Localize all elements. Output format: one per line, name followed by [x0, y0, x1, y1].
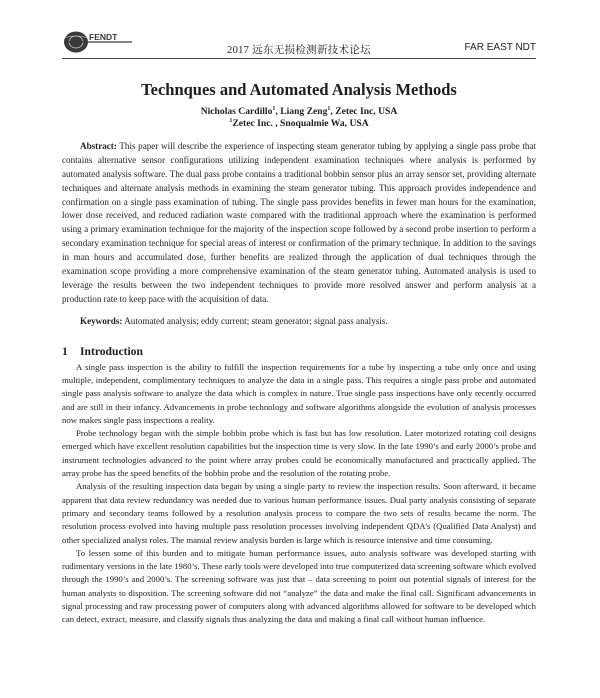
body-paragraph: A single pass inspection is the ability to fulfill the inspection requirements for a tube by inspecting a tube only once and using multiple, independent, complimentary techniques to analyze the data in a single pass. This requires a single pass probe and automated single pass analysis software to analyze the data which is complex in nature. True single pass inspections have only recently occurred and are still in their infancy. Advancements in probe technology and software algorithms alongside the evolution of analysis processes now makes single pass inspections a reality.	[62, 361, 536, 425]
author-separator: ,	[330, 105, 336, 117]
introduction-body	[62, 361, 536, 627]
keywords-label: Keywords:	[80, 315, 123, 326]
author-affil-mark: 1	[272, 105, 276, 112]
section-number: 1	[62, 344, 68, 358]
affiliation-text: Zetec Inc. , Snoqualmie Wa, USA	[232, 118, 369, 130]
keywords-block	[62, 315, 536, 329]
header-right-label: FAR EAST NDT	[464, 42, 536, 53]
abstract-text: This paper will describe the experience of inspecting steam generator tubing by applying a single pass probe that contains alternative sensor configurations utilizing independent examination techniques where analysis is performed by automated analysis software. The dual pass probe contains a traditional bobbin sensor plus an array sensor set, providing alternate techniques and alternate analysis methods in examining the steam generator tubing. This approach provides independence and confirmation on a single pass examination of tubing. The single pass provides benefits in fewer man hours for the examination, lower dose received, and reduced radiation waste compared with the traditional approach where the examination is performed using a primary examination technique for the majority of the inspection scope followed by a second probe insertion to perform a secondary examination technique for special areas of interest or confirmation of the primary technique. In addition to the savings in man hours and accumulated dose, further benefits are realized through the application of dual techniques through the examination scope providing a more comprehensive examination of the steam generator tubing. Automated analysis is used to leverage the results between the two independent techniques to provide more resolved answer and perform analysis at a production rate to keep pace with the acquisition of data.	[62, 140, 537, 304]
body-paragraph: Probe technology began with the simple bobbin probe which is fast but has low resolution. Later motorized rotating coil designs emerged which have excellent resolution capabilities but the inspection time is very slow. In the late 1990’s and early 2000’s probe and instrument technologies advanced to the point where array probes could be economically manufactured and practically applied. The array probe has the speed benefits of the bobbin probe and the resolution of the rotating probe.	[62, 428, 536, 479]
affiliation-mark: 1	[229, 118, 233, 125]
body-paragraph: To lessen some of this burden and to mitigate human performance issues, auto analysis software was developed starting with rudimentary versions in the late 1980’s. These early tools were developed into true computerized data screening software which evolved through the 1990’s and 2000’s. The screening software was just that – data screening to point out potential signals of interest for the human analysts to disposition. The screening software did not “analyze” the data and make the final call. Significant advancements in signal processing and raw processing power of computers along with advanced algorithms allowed for software to be developed which can detect, extract, measure, and classify signals thus analyzing the data and making a final call without human influence.	[62, 547, 536, 625]
author-organization: Zetec Inc, USA	[335, 105, 398, 117]
logo-text: FENDT	[89, 32, 118, 42]
body-paragraph: Analysis of the resulting inspection data began by using a single party to review the inspection results. Soon afterward, it became apparent that data review redundancy was needed due to various human performance issues. Dual party analysis consisting of separate primary and secondary teams followed by a resolution analysis process to compare the two sets of results became the norm. The resolution process evolved into having multiple pass resolution processes involving independent QDA’s (Qualified Data Analyst) and other specialized analyst roles. The manual review analysis burden is large which is resource intensive and time consuming.	[62, 481, 536, 545]
author-line	[62, 106, 536, 118]
abstract-label: Abstract:	[80, 140, 117, 151]
section-title: Introduction	[80, 344, 143, 358]
author-affil-mark: 1	[327, 105, 331, 112]
author-name: Nicholas Cardillo	[200, 105, 273, 117]
author-separator: ,	[275, 105, 281, 117]
paper-title: Technques and Automated Analysis Methods	[141, 80, 457, 99]
keywords-text: Automated analysis; eddy current; steam generator; signal pass analysis.	[124, 315, 388, 326]
abstract-block	[62, 140, 536, 307]
section-heading-introduction	[62, 345, 536, 359]
affiliation-line	[62, 118, 536, 130]
header-forum-title: 2017 远东无损检测新技术论坛	[227, 45, 371, 56]
page-header	[62, 0, 536, 59]
author-name: Liang Zeng	[280, 105, 328, 117]
